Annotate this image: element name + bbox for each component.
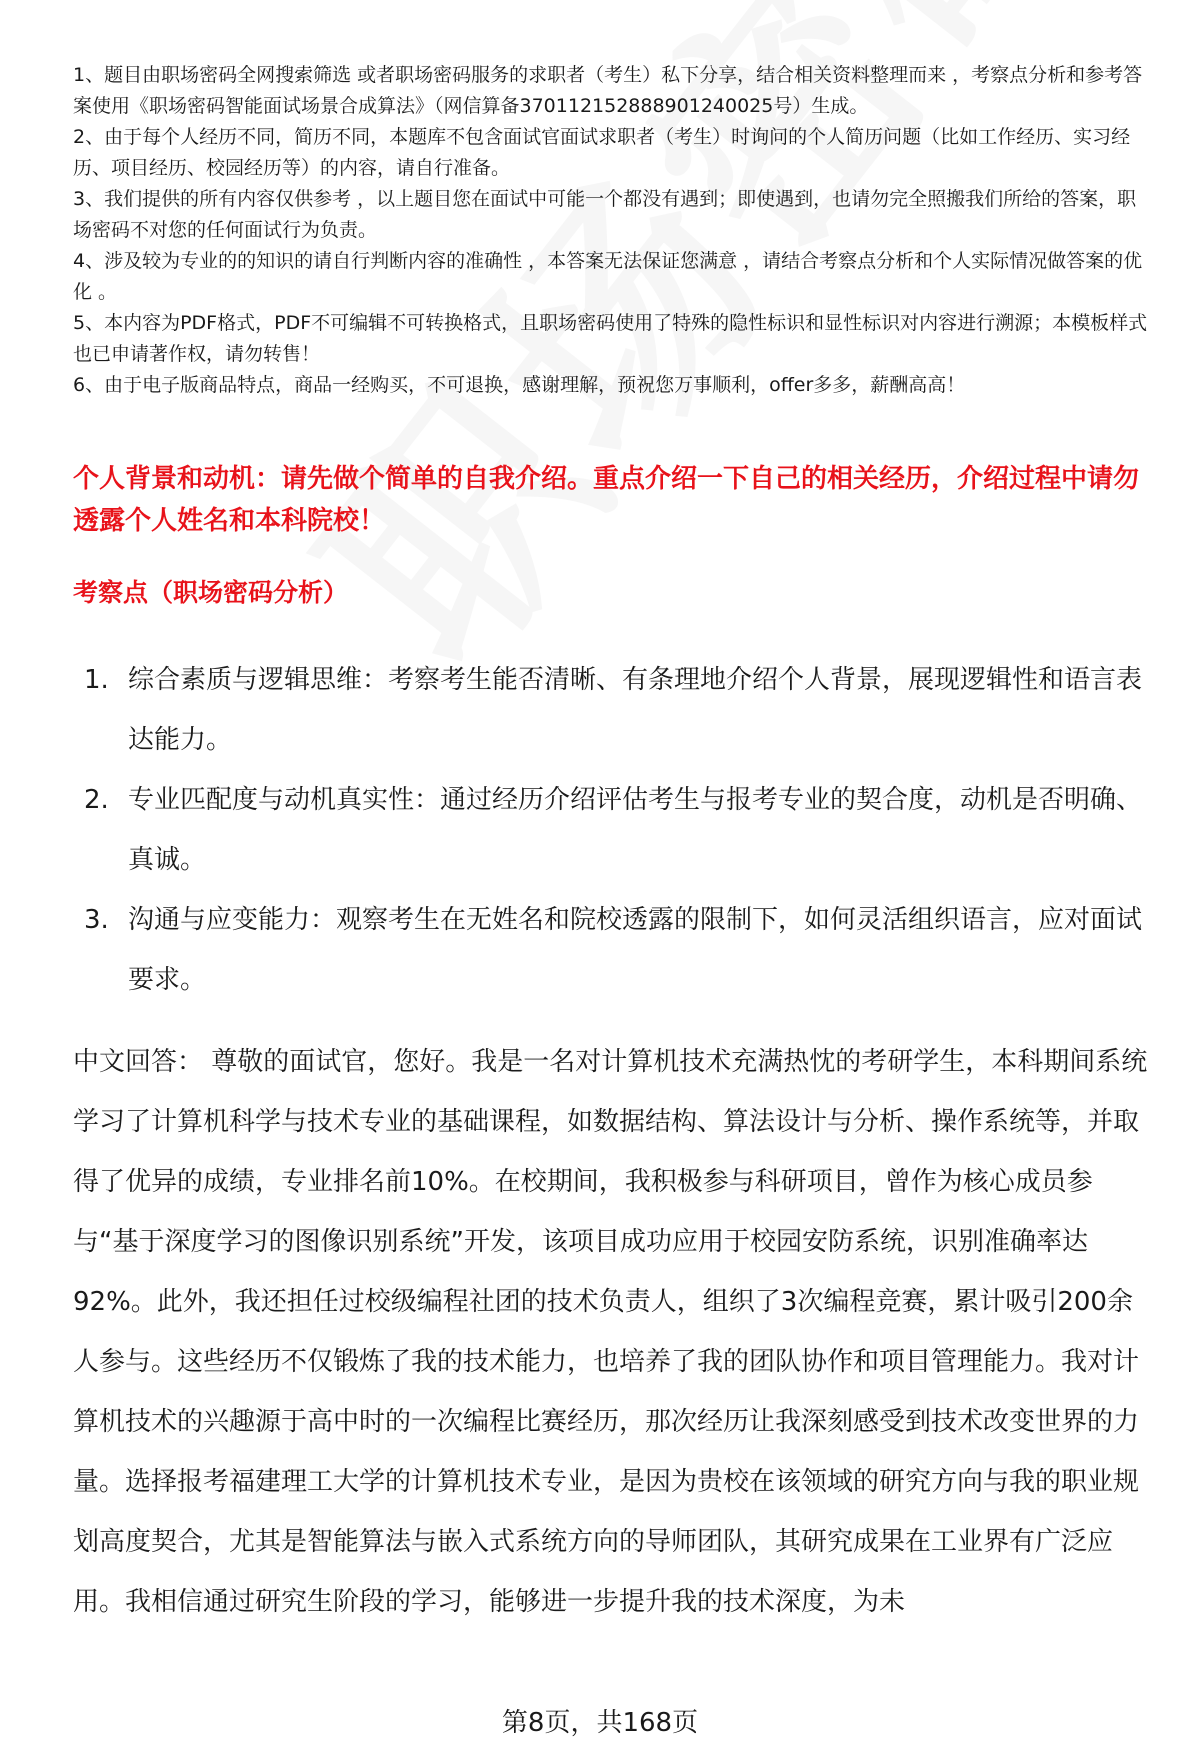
notice-item-1: 1、题目由职场密码全网搜索筛选 或者职场密码服务的求职者（考生）私下分享，结合相关资料整理而来 ，考察点分析和参考答案使用《职场密码智能面试场景合成算法》（网信算备370112152888901240025号）生成。 (73, 64, 1143, 117)
analysis-item-text: 沟通与应变能力：观察考生在无姓名和院校透露的限制下，如何灵活组织语言，应对面试要求。 (128, 905, 1143, 995)
notice-item-3: 3、我们提供的所有内容仅供参考 ，以上题目您在面试中可能一个都没有遇到；即使遇到，也请勿完全照搬我们所给的答案，职场密码不对您的任何面试行为负责。 (73, 188, 1137, 241)
analysis-item-text: 专业匹配度与动机真实性：通过经历介绍评估考生与报考专业的契合度，动机是否明确、真诚。 (128, 785, 1143, 875)
analysis-item (80, 890, 1160, 1010)
analysis-item-number: 1. (84, 665, 109, 695)
analysis-item (80, 650, 1160, 770)
interview-question: 个人背景和动机：请先做个简单的自我介绍。重点介绍一下自己的相关经历，介绍过程中请勿透露个人姓名和本科院校！ (73, 464, 1140, 536)
answer-paragraph: 中文回答： 尊敬的面试官，您好。我是一名对计算机技术充满热忱的考研学生，本科期间系统学习了计算机科学与技术专业的基础课程，如数据结构、算法设计与分析、操作系统等，并取得了优异的成绩，专业排名前10%。在校期间，我积极参与科研项目，曾作为核心成员参与“基于深度学习的图像识别系统”开发，该项目成功应用于校园安防系统，识别准确率达92%。此外，我还担任过校级编程社团的技术负责人，组织了3次编程竞赛，累计吸引200余人参与。这些经历不仅锻炼了我的技术能力，也培养了我的团队协作和项目管理能力。我对计算机技术的兴趣源于高中时的一次编程比赛经历，那次经历让我深刻感受到技术改变世界的力量。选择报考福建理工大学的计算机技术专业，是因为贵校在该领域的研究方向与我的职业规划高度契合，尤其是智能算法与嵌入式系统方向的导师团队，其研究成果在工业界有广泛应用。我相信通过研究生阶段的学习，能够进一步提升我的技术深度，为未 (73, 1047, 1148, 1617)
analysis-heading: 考察点（职场密码分析） (73, 578, 349, 607)
analysis-item-number: 3. (84, 905, 109, 935)
notice-item-4: 4、涉及较为专业的的知识的请自行判断内容的准确性 ，本答案无法保证您满意 ，请结合考察点分析和个人实际情况做答案的优化 。 (73, 250, 1143, 303)
page-number: 第8页，共168页 (501, 1708, 699, 1738)
notice-item-6: 6、由于电子版商品特点，商品一经购买，不可退换，感谢理解，预祝您万事顺利，offer多多，薪酬高高！ (73, 374, 966, 396)
analysis-item-number: 2. (84, 785, 109, 815)
analysis-item (80, 770, 1160, 890)
notice-item-2: 2、由于每个人经历不同，简历不同，本题库不包含面试官面试求职者（考生）时询问的个人简历问题（比如工作经历、实习经历、项目经历、校园经历等）的内容，请自行准备。 (73, 126, 1131, 179)
analysis-item-text: 综合素质与逻辑思维：考察考生能否清晰、有条理地介绍个人背景，展现逻辑性和语言表达能力。 (128, 665, 1143, 755)
notice-item-5: 5、本内容为PDF格式，PDF不可编辑不可转换格式，且职场密码使用了特殊的隐性标识和显性标识对内容进行溯源；本模板样式也已申请著作权，请勿转售！ (73, 312, 1148, 365)
notice-list (73, 60, 1153, 401)
analysis-list (80, 650, 1160, 1010)
